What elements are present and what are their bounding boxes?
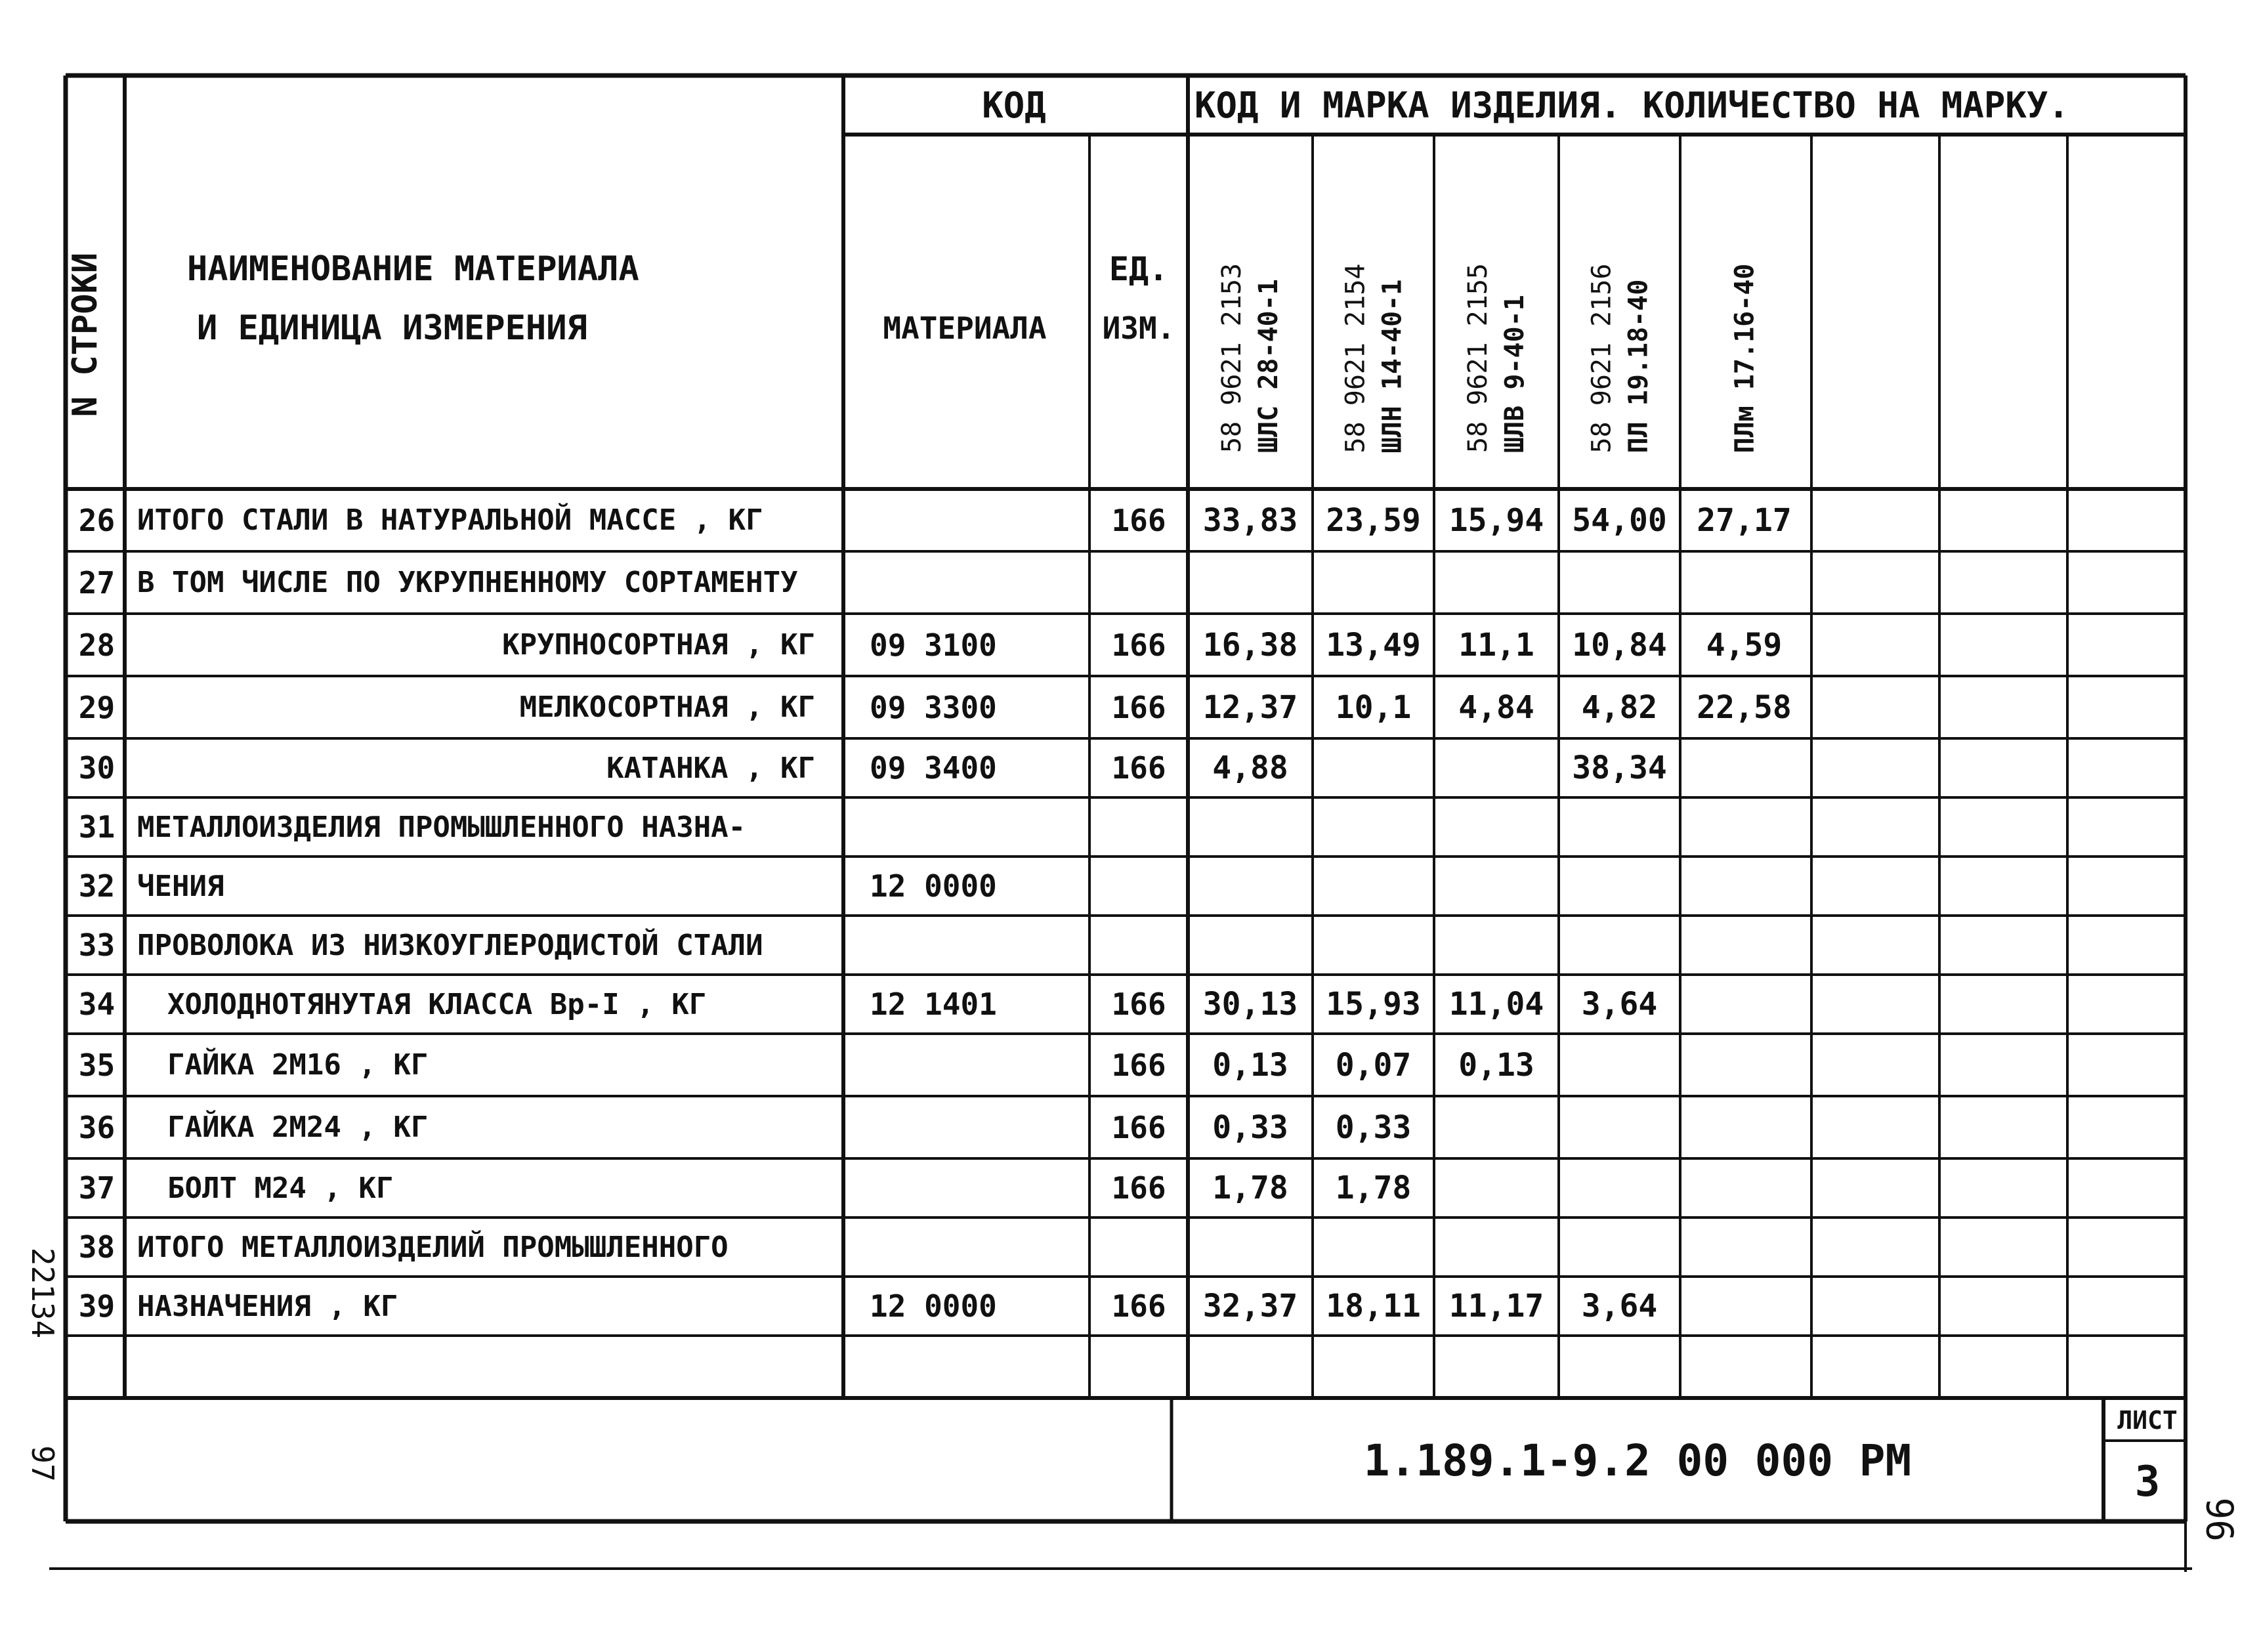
cell-unit: 166 <box>1111 627 1166 663</box>
cell-num: 31 <box>78 809 116 845</box>
cell-num: 28 <box>78 627 116 663</box>
cell-q3 <box>1434 1336 1559 1398</box>
cell-q4 <box>1559 797 1680 857</box>
cell-unit <box>1089 1218 1188 1277</box>
cell-q3 <box>1434 1096 1559 1158</box>
cell-name: ГАЙКА 2М16 , КГ <box>167 1048 429 1082</box>
cell-q5 <box>1680 797 1808 857</box>
cell-q1: 1,78 <box>1212 1170 1288 1206</box>
cell-q5 <box>1680 1034 1808 1096</box>
cell-q1 <box>1188 551 1313 614</box>
cell-q3: 11,1 <box>1458 626 1534 664</box>
product-header-1 <box>1188 138 1313 479</box>
cell-q4 <box>1559 857 1680 916</box>
cell-num: 35 <box>78 1047 116 1083</box>
stamp-sheet-label: ЛИСТ <box>2117 1406 2178 1435</box>
cell-q3 <box>1434 1218 1559 1277</box>
cell-name <box>128 1336 834 1398</box>
cell-material <box>843 1336 1086 1398</box>
cell-q4: 3,64 <box>1581 986 1658 1023</box>
cell-material: 12 1401 <box>870 986 997 1022</box>
cell-q2 <box>1313 738 1434 797</box>
cell-q2: 10,1 <box>1335 688 1412 726</box>
cell-unit: 166 <box>1111 689 1166 725</box>
cell-material <box>843 1096 1086 1158</box>
cell-num: 30 <box>78 750 116 786</box>
cell-q5: 4,59 <box>1706 626 1783 664</box>
cell-q5 <box>1680 916 1808 975</box>
row-number-label: N СТРОКИ <box>66 252 105 417</box>
cell-q2 <box>1313 857 1434 916</box>
cell-material <box>843 1158 1086 1218</box>
cell-name: ГАЙКА 2М24 , КГ <box>167 1111 429 1144</box>
cell-unit: 166 <box>1111 986 1166 1022</box>
cell-q2: 18,11 <box>1326 1288 1421 1324</box>
cell-unit: 166 <box>1111 502 1166 538</box>
product-mark: ПЛм 17.16-40 <box>1729 263 1760 453</box>
cell-q5: 22,58 <box>1697 688 1792 726</box>
stamp-sheet-number: 3 <box>2134 1457 2161 1506</box>
cell-material: 12 0000 <box>870 1288 997 1324</box>
cell-q5 <box>1680 738 1808 797</box>
header-name-line2: И ЕДИНИЦА ИЗМЕРЕНИЯ <box>197 308 587 348</box>
cell-num: 36 <box>78 1109 116 1145</box>
cell-q4 <box>1559 551 1680 614</box>
cell-q3 <box>1434 857 1559 916</box>
cell-q2 <box>1313 916 1434 975</box>
cell-q3: 4,84 <box>1458 688 1534 726</box>
cell-material <box>843 797 1086 857</box>
cell-q2: 13,49 <box>1326 626 1421 664</box>
cell-num: 32 <box>78 868 116 904</box>
header-name-line1: НАИМЕНОВАНИЕ МАТЕРИАЛА <box>187 249 639 289</box>
cell-unit <box>1089 916 1188 975</box>
cell-num: 34 <box>78 986 116 1022</box>
cell-unit <box>1089 1336 1188 1398</box>
cell-q1: 0,33 <box>1212 1109 1288 1146</box>
margin-right-page: 96 <box>2200 1497 2243 1542</box>
cell-q5 <box>1680 1277 1808 1336</box>
product-mark: ШЛВ 9-40-1 <box>1500 295 1530 453</box>
cell-name: БОЛТ М24 , КГ <box>167 1171 394 1205</box>
cell-num: 33 <box>78 927 116 963</box>
cell-name: МЕЛКОСОРТНАЯ , КГ <box>519 690 815 724</box>
cell-q2: 0,07 <box>1335 1046 1412 1084</box>
cell-q1: 4,88 <box>1212 750 1288 786</box>
stamp-designation: 1.189.1-9.2 00 000 РМ <box>1363 1435 1912 1486</box>
cell-name: ПРОВОЛОКА ИЗ НИЗКОУГЛЕРОДИСТОЙ СТАЛИ <box>137 928 763 962</box>
product-mark: ШЛС 28-40-1 <box>1254 279 1284 453</box>
cell-num: 37 <box>78 1170 116 1206</box>
cell-num: 39 <box>78 1288 116 1324</box>
cell-num: 29 <box>78 689 116 725</box>
cell-q1: 33,83 <box>1202 501 1298 539</box>
cell-name: КАТАНКА , КГ <box>606 751 815 785</box>
cell-q3: 15,94 <box>1448 501 1544 539</box>
margin-left-code: 22134 <box>25 1247 60 1339</box>
cell-q3: 11,04 <box>1448 986 1544 1023</box>
cell-name: ИТОГО МЕТАЛЛОИЗДЕЛИЙ ПРОМЫШЛЕННОГО <box>137 1230 729 1264</box>
cell-num: 27 <box>78 564 116 601</box>
cell-q4: 38,34 <box>1572 750 1667 786</box>
cell-q3 <box>1434 797 1559 857</box>
cell-material: 09 3100 <box>870 627 997 663</box>
cell-q3 <box>1434 916 1559 975</box>
header-products-group: КОД И МАРКА ИЗДЕЛИЯ. КОЛИЧЕСТВО НА МАРКУ. <box>1194 84 2069 126</box>
cell-q1: 0,13 <box>1212 1046 1288 1084</box>
margin-left-page: 97 <box>25 1445 60 1482</box>
cell-unit <box>1089 551 1188 614</box>
cell-q3 <box>1434 738 1559 797</box>
cell-q4 <box>1559 1034 1680 1096</box>
product-header-2 <box>1313 138 1434 479</box>
cell-material: 09 3400 <box>870 750 997 786</box>
cell-q3: 11,17 <box>1448 1288 1544 1324</box>
cell-name: ХОЛОДНОТЯНУТАЯ КЛАССА Вр-I , КГ <box>167 987 707 1021</box>
cell-q4 <box>1559 916 1680 975</box>
cell-q2 <box>1313 1336 1434 1398</box>
cell-q4 <box>1559 1218 1680 1277</box>
cell-q5 <box>1680 1096 1808 1158</box>
product-code: 58 9621 2153 <box>1217 263 1247 453</box>
cell-material <box>843 1218 1086 1277</box>
cell-q2: 15,93 <box>1326 986 1421 1023</box>
cell-q5 <box>1680 975 1808 1034</box>
cell-q3: 0,13 <box>1458 1046 1534 1084</box>
product-mark: ПЛ 19.18-40 <box>1622 279 1653 453</box>
header-unit-line1: ЕД. <box>1109 250 1169 288</box>
cell-q4: 4,82 <box>1581 688 1658 726</box>
cell-q5 <box>1680 1218 1808 1277</box>
cell-q1 <box>1188 916 1313 975</box>
cell-q4: 3,64 <box>1581 1288 1658 1324</box>
cell-q1 <box>1188 857 1313 916</box>
cell-num <box>69 1336 125 1398</box>
cell-unit: 166 <box>1111 750 1166 786</box>
header-row-number <box>59 203 112 466</box>
cell-q4 <box>1559 1158 1680 1218</box>
cell-q1: 30,13 <box>1202 986 1298 1023</box>
cell-q2 <box>1313 1218 1434 1277</box>
cell-q3 <box>1434 1158 1559 1218</box>
cell-name: МЕТАЛЛОИЗДЕЛИЯ ПРОМЫШЛЕННОГО НАЗНА- <box>137 810 746 844</box>
cell-num: 38 <box>78 1229 116 1265</box>
cell-q1: 32,37 <box>1202 1288 1298 1324</box>
cell-q2: 23,59 <box>1326 501 1421 539</box>
cell-q2 <box>1313 797 1434 857</box>
cell-q1: 12,37 <box>1202 688 1298 726</box>
cell-material <box>843 489 1086 551</box>
product-code: 58 9621 2154 <box>1340 263 1370 453</box>
cell-q4: 10,84 <box>1572 626 1667 664</box>
cell-material <box>843 1034 1086 1096</box>
cell-q2: 1,78 <box>1335 1170 1412 1206</box>
cell-q1 <box>1188 797 1313 857</box>
cell-q5 <box>1680 1336 1808 1398</box>
cell-material: 09 3300 <box>870 689 997 725</box>
cell-q5 <box>1680 857 1808 916</box>
cell-q5: 27,17 <box>1697 501 1792 539</box>
cell-name: КРУПНОСОРТНАЯ , КГ <box>502 628 815 662</box>
cell-unit: 166 <box>1111 1170 1166 1206</box>
cell-q1 <box>1188 1336 1313 1398</box>
cell-q4 <box>1559 1096 1680 1158</box>
cell-q2: 0,33 <box>1335 1109 1412 1146</box>
cell-material <box>843 551 1086 614</box>
cell-q4: 54,00 <box>1572 501 1667 539</box>
cell-q4 <box>1559 1336 1680 1398</box>
cell-unit: 166 <box>1111 1047 1166 1083</box>
cell-material: 12 0000 <box>870 868 997 904</box>
cell-unit: 166 <box>1111 1109 1166 1145</box>
product-mark: ШЛН 14-40-1 <box>1376 279 1407 453</box>
cell-name: НАЗНАЧЕНИЯ , КГ <box>137 1289 398 1323</box>
header-material-code: МАТЕРИАЛА <box>883 310 1047 346</box>
product-code: 58 9621 2156 <box>1586 263 1617 453</box>
header-code-group: КОД <box>982 84 1046 126</box>
cell-unit <box>1089 857 1188 916</box>
cell-q3 <box>1434 551 1559 614</box>
cell-unit <box>1089 797 1188 857</box>
product-code: 58 9621 2155 <box>1463 263 1493 453</box>
product-header-3 <box>1434 138 1559 479</box>
cell-q2 <box>1313 551 1434 614</box>
cell-num: 26 <box>78 502 116 538</box>
product-header-5 <box>1680 138 1808 479</box>
cell-q1 <box>1188 1218 1313 1277</box>
cell-q5 <box>1680 1158 1808 1218</box>
cell-q5 <box>1680 551 1808 614</box>
cell-name: В ТОМ ЧИСЛЕ ПО УКРУПНЕННОМУ СОРТАМЕНТУ <box>137 566 798 599</box>
cell-name: ЧЕНИЯ <box>137 869 224 903</box>
cell-name: ИТОГО СТАЛИ В НАТУРАЛЬНОЙ МАССЕ , КГ <box>137 503 763 537</box>
header-unit-line2: ИЗМ. <box>1102 310 1175 346</box>
product-header-4 <box>1559 138 1680 479</box>
cell-material <box>843 916 1086 975</box>
cell-unit: 166 <box>1111 1288 1166 1324</box>
cell-q1: 16,38 <box>1202 626 1298 664</box>
